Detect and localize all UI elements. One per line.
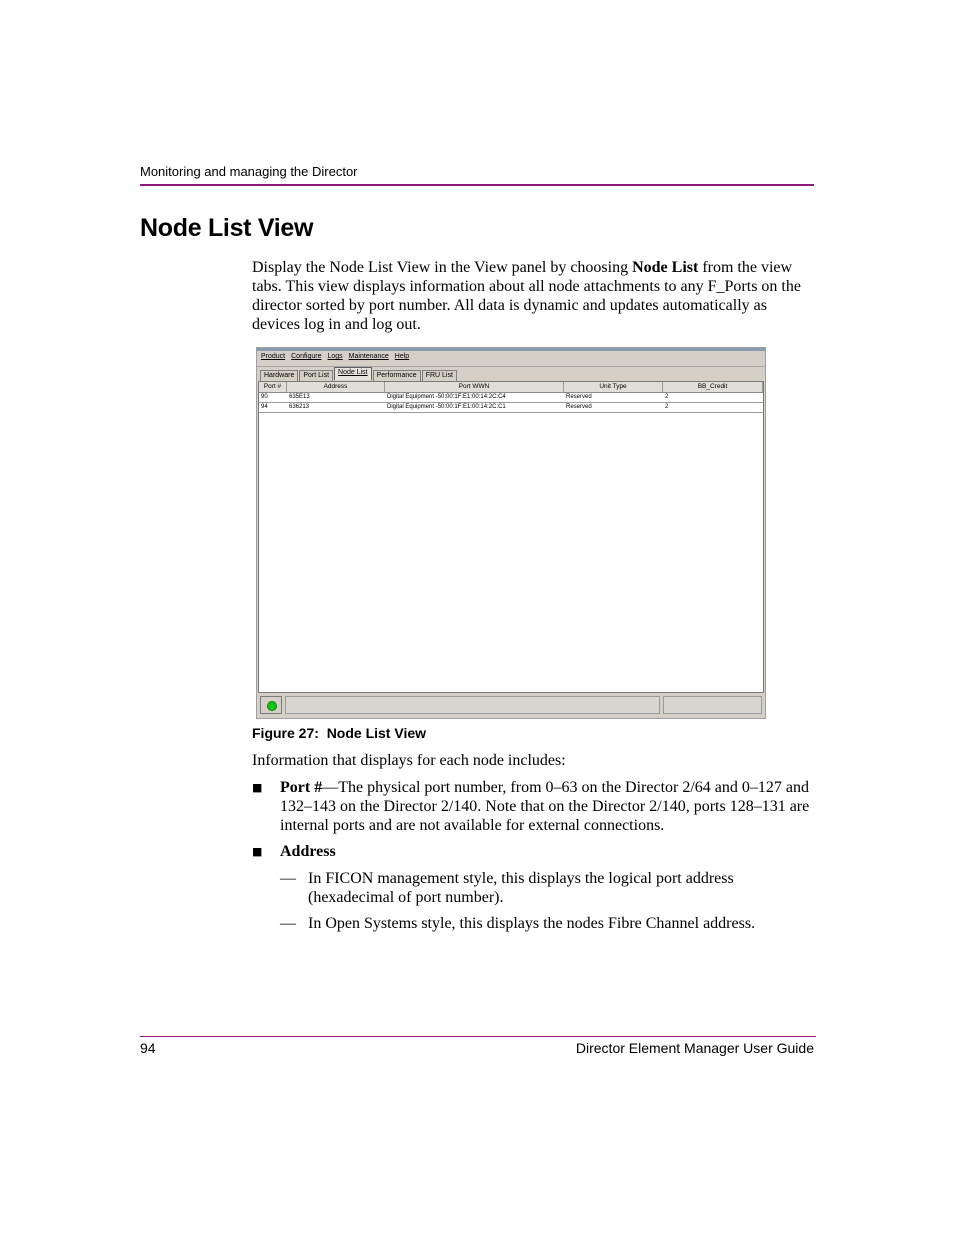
status-bar [258,694,764,716]
node-list-screenshot [256,347,766,719]
lead-in-text: Information that displays for each node includes: [252,752,566,769]
dash-mark: — [280,915,296,932]
guide-title: Director Element Manager User Guide [575,1040,814,1056]
status-indicator-box [260,696,282,714]
tab-node-list[interactable]: Node List [334,367,372,380]
menu-bar [260,353,414,365]
tab-performance[interactable]: Performance [373,370,421,381]
section-title: Node List View [140,214,314,242]
cell-port: 94 [261,404,268,410]
sub-ficon-text: In FICON management style, this displays the logical port address (hexadecimal of port number). [308,870,734,906]
status-secondary-field [663,696,762,714]
node-table [258,381,764,693]
table-row[interactable] [259,403,763,413]
column-header-port[interactable]: Port # [259,382,287,392]
menu-configure[interactable]: Configure [291,353,322,360]
running-head: Monitoring and managing the Director [140,164,358,179]
figure-caption [252,725,426,741]
figure-label: Figure 27: [252,725,319,741]
menu-logs[interactable]: Logs [327,353,343,360]
cell-address: 636213 [289,404,310,410]
view-tabs [260,367,458,380]
cell-port-wwn: Digital Equipment -50:00:1F:E1:00:14:2C:C4 [387,394,506,400]
cell-port-wwn: Digital Equipment -50:00:1F:E1:00:14:2C:C1 [387,404,506,410]
tab-fru-list[interactable]: FRU List [422,370,457,381]
menu-help[interactable]: Help [394,353,410,360]
table-header [259,382,763,393]
cell-unit-type: Reserved [566,394,592,400]
intro-text-end: from the view tabs. This view displays information about all node attachments to any F_Ports on the director sorted by port number. All data is dynamic and updates automatically as devices log in and log out. [252,259,801,333]
cell-address: 635E13 [289,394,310,400]
cell-bb-credit: 2 [665,404,669,410]
bullet-square-icon: ■ [252,845,263,858]
header-rule [140,184,814,186]
tab-port-list[interactable]: Port List [299,370,333,381]
tab-hardware[interactable]: Hardware [260,370,298,381]
menu-product[interactable]: Product [261,353,286,360]
bullet-port-text [280,778,812,835]
cell-unit-type: Reserved [566,404,592,410]
menu-maintenance[interactable]: Maintenance [348,353,389,360]
table-row[interactable] [259,393,763,403]
bullet-port-term: Port # [280,779,323,796]
footer-rule [140,1036,816,1037]
status-led-icon [267,701,277,711]
column-header-port-wwn[interactable]: Port WWN [385,382,564,392]
bullet-port-desc: —The physical port number, from 0–63 on the Director 2/64 and 0–127 and 132–143 on the Director 2/140. Note that on the Director 2/140, ports 128–131 are internal ports and are not available for external connections. [280,779,810,834]
intro-text-start: Display the Node List View in the View panel by choosing [252,259,633,276]
cell-bb-credit: 2 [665,394,669,400]
bullet-address-text [280,842,812,861]
intro-bold-node-list: Node List [632,259,699,276]
sub-open-text: In Open Systems style, this displays the nodes Fibre Channel address. [308,915,756,932]
column-header-bb-credit[interactable]: BB_Credit [663,382,763,392]
dash-mark: — [280,870,296,887]
cell-port: 90 [261,394,268,400]
bullet-square-icon: ■ [252,781,263,794]
intro-paragraph [252,258,812,334]
figure-title: Node List View [326,725,427,741]
column-header-unit-type[interactable]: Unit Type [564,382,663,392]
page-number: 94 [140,1040,156,1056]
window-title-strip [257,348,765,351]
column-header-address[interactable]: Address [287,382,385,392]
status-message-field [285,696,660,714]
bullet-address-term: Address [280,843,336,860]
